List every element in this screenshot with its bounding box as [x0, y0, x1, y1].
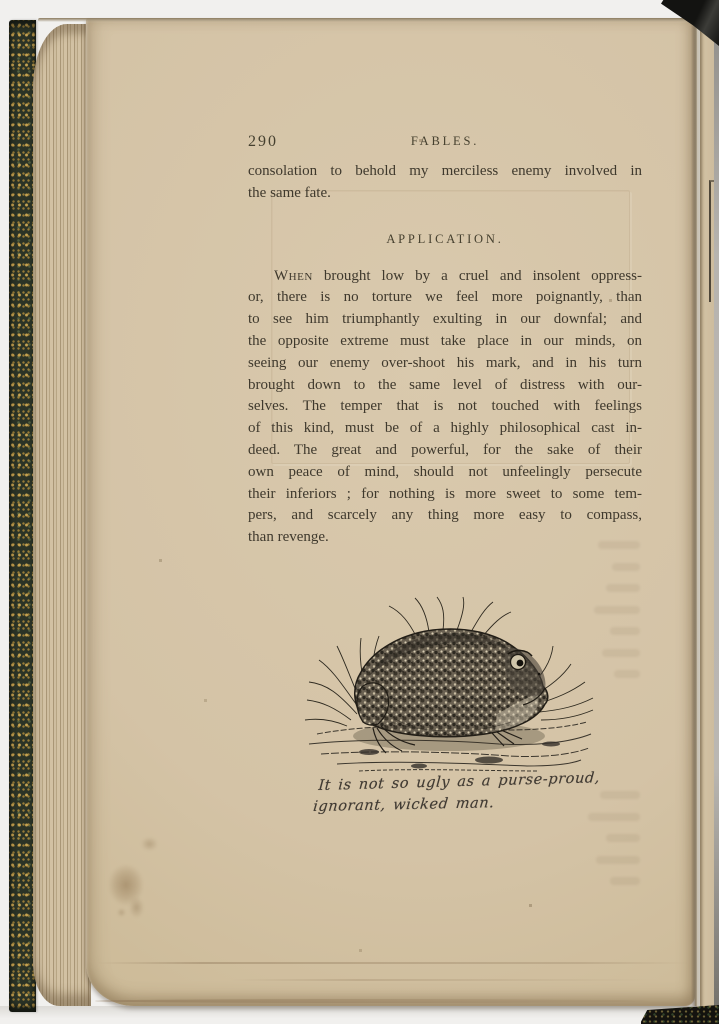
text-line: or, there is no torture we feel more poignantly, than	[248, 289, 642, 306]
text-line: the opposite extreme must take place in our minds, on	[248, 332, 642, 349]
text-line: brought down to the same level of distress with our-	[248, 376, 642, 393]
text-line: of this kind, must be of a highly philosophical cast in-	[248, 420, 642, 437]
text-line-rest: brought low by a cruel and insolent oppress-	[323, 267, 642, 284]
toad-nostril	[538, 673, 540, 675]
text-line: seeing our enemy over-shoot his mark, and in his turn	[248, 354, 642, 371]
page-top-edge-shadow	[38, 18, 694, 22]
lead-word: When	[274, 267, 313, 284]
facing-page-sliver	[700, 14, 714, 1012]
paper-specks	[0, 0, 1, 1]
text-line: to see him triumphantly exulting in our downfal; and	[248, 311, 642, 328]
running-title: FABLES.	[410, 134, 480, 148]
text-line: than revenge.	[248, 529, 329, 546]
toad-pupil	[517, 660, 524, 667]
page-edges-stack	[33, 24, 91, 1006]
book-fore-edge	[714, 0, 719, 1024]
show-through-text-lower	[574, 791, 640, 899]
text-line: selves. The temper that is not touched with feelings	[248, 398, 642, 415]
text-line: their inferiors ; for nothing is more sweet to some tem-	[248, 485, 642, 502]
page-number: 290	[248, 133, 278, 150]
book-cover-edge-left	[9, 20, 36, 1012]
paper-stain	[117, 908, 126, 917]
intro-paragraph	[248, 161, 642, 205]
application-paragraph	[248, 266, 642, 549]
paper-stain	[129, 897, 144, 918]
under-page-edge	[95, 999, 650, 1003]
running-header	[248, 131, 642, 151]
paper-crease	[230, 979, 660, 981]
paper-stain	[141, 837, 158, 851]
section-heading: APPLICATION.	[386, 231, 504, 246]
text-line	[248, 266, 642, 288]
handwritten-caption-line-2: ignorant, wicked man.	[312, 795, 496, 816]
text-block	[248, 131, 642, 549]
handwritten-caption-line-1: It is not so ugly as a purse-proud,	[317, 770, 601, 795]
text-line: the same fate.	[248, 184, 331, 201]
toad-engraving	[298, 596, 600, 778]
paper-crease	[96, 962, 688, 964]
text-line: consolation to behold my merciless enemy involved in	[248, 163, 642, 179]
text-line: deed. The great and powerful, for the sake of their	[248, 441, 642, 458]
table-surface	[0, 1006, 719, 1024]
gutter-shadow	[691, 18, 700, 1006]
text-line: pers, and scarcely any thing more easy to compass,	[248, 507, 642, 524]
text-line: own peace of mind, should not unfeelingly persecute	[248, 463, 642, 480]
